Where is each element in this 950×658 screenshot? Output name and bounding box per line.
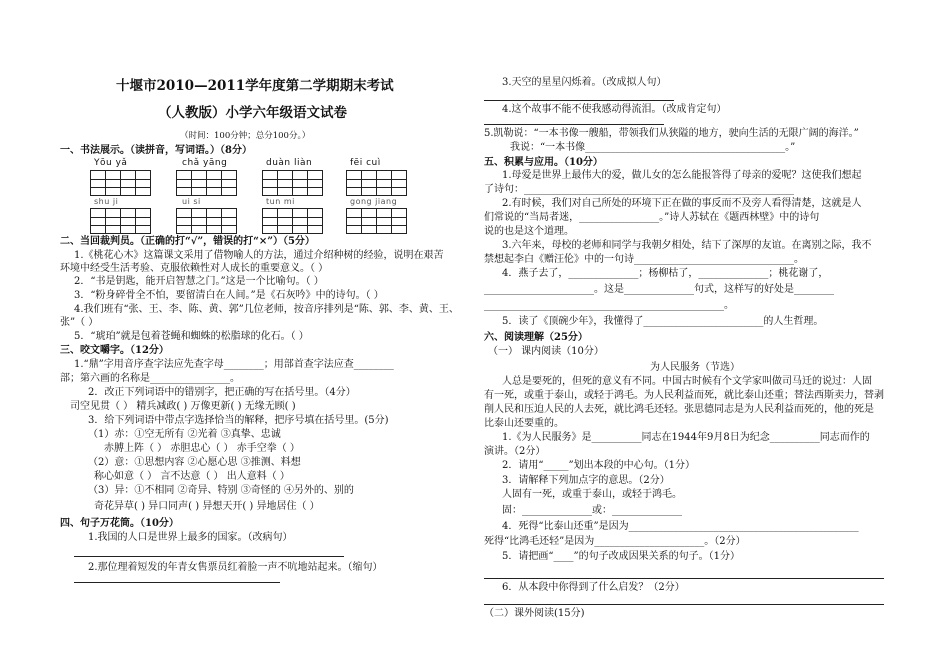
s4-line-5: 5.凯勒说：“一本书像一艘船，带领我们从狭隘的地方，驶向生活的无限广阔的海洋。” (484, 128, 859, 139)
s4-line-3: 3.天空的星星闪烁着。（改成拟人句） (502, 77, 667, 88)
section-5-heading: 五、积累与应用。（10分） (484, 157, 603, 168)
s5-line-1: 1.母爱是世界上最伟大的爱，做儿女的怎么能报答得了母亲的爱呢？这使我们想起 (502, 170, 862, 181)
writing-box-6[interactable] (176, 208, 236, 234)
s2-line-2: 环境中经受生活考验、克服依赖性对人成长的重要意义。（ ） (60, 263, 329, 274)
answer-line[interactable] (484, 124, 664, 125)
s2-line-3: 2．“书是钥匙，能开启智慧之门。”这是一个比喻句。（ ） (74, 276, 324, 287)
passage-line-1: 人总是要死的，但死的意义有不同。中国古时候有个文学家叫做司马迁的说过：人固 (502, 376, 872, 387)
s3-line-7: 赤膊上阵（ ） 赤胆忠心（ ） 赤手空拳（ ） (104, 443, 300, 454)
s5-line-5: 说的也是这个道理。 (484, 226, 574, 237)
question-3: 3．请解释下列加点字的意思。（2分） (502, 475, 670, 486)
s2-line-1: 1.《桃花心木》这篇课文采用了借物喻人的方法，通过介绍种树的经验，说明在艰苦 (74, 250, 444, 261)
passage-line-3: 削人民和压迫人民的人去死，就比鸿毛还轻。张思德同志是为人民利益而死的，他的死是 (484, 404, 874, 415)
pinyin-5: shu ji (94, 197, 119, 206)
question-4b: 死得“比鸿毛还轻”是因为______________________。（2分） (484, 536, 746, 547)
pinyin-1: Yōu yǎ (94, 158, 128, 168)
passage-title: 为人民服务（节选） (650, 362, 740, 373)
s3-line-4: 司空见贯（ ） 精兵减政( ) 万像更新( ) 无缘无顾( ) (70, 401, 296, 412)
section-3-heading: 三、咬文嚼字。（12分） (60, 345, 169, 356)
s2-line-7: 5．“琥珀”就是包着苍蝇和蜘蛛的松脂球的化石。（ ） (74, 331, 309, 342)
s3-line-10: （3）异：①不相同 ②奇异、特别 ③奇怪的 ④另外的、别的 (88, 485, 354, 496)
s5-line-4: 们常说的“当局者迷，________________。”诗人苏轼在《题西林壁》中的诗句 (484, 212, 820, 223)
s4-line-6: 我说：“一本书像________________________________________。” (510, 142, 796, 153)
writing-box-3[interactable] (262, 170, 322, 196)
section-1-heading: 一、书法展示。（读拼音，写词语。）（8分） (60, 145, 252, 156)
s5-line-11: 5．读了《顶碗少年》，我懂得了________________________的人生哲理。 (502, 316, 824, 327)
writing-box-4[interactable] (346, 170, 406, 196)
answer-line[interactable] (74, 582, 280, 583)
s4-line-4: 4.这个故事不能不使我感动得流泪。（改成肯定句） (502, 104, 727, 115)
s3-line-8: （2）意：①思想内容 ②心愿心思 ③推测、料想 (88, 457, 301, 468)
s4-line-1: 1.我国的人口是世界上最多的国家。（改病句） (88, 532, 293, 543)
exam-subtitle: （人教版）小学六年级语文试卷 (158, 105, 347, 121)
s3-line-9: 称心如意（ ） 言不达意（ ） 出人意料（ ） (94, 471, 290, 482)
writing-box-8[interactable] (346, 208, 406, 234)
passage-line-4: 比泰山还要重的。 (484, 418, 564, 429)
s3-line-5: 3．给下列词语中带点字选择恰当的解释，把序号填在括号里。(5分) (88, 415, 389, 426)
s3-line-6: （1）赤：①空无所有 ②光着 ③真挚、忠诚 (88, 429, 281, 440)
pinyin-8: gong jiang (350, 197, 398, 206)
writing-box-5[interactable] (90, 208, 150, 234)
section-4-heading: 四、句子万花筒。（10分） (60, 518, 179, 529)
s2-line-5: 4.我们班有“张、王、李、陈、黄、郭”几位老师，按音序排列是“陈、郭、李、黄、王、 (74, 304, 459, 315)
answer-line[interactable] (484, 604, 884, 605)
question-2: 2．请用“_____”划出本段的中心句。（1分） (502, 460, 695, 471)
in-class-reading-heading: （一） 课内阅读（10分） (488, 346, 604, 357)
s5-line-3: 2.有时候，我们对自己所处的环境下正在做的事反而不及旁人看得清楚，这就是人 (502, 198, 862, 209)
s5-line-10: ________________________________________________。 (484, 300, 734, 311)
question-6: 6．从本段中你得到了什么启发？（2分） (502, 582, 685, 593)
exam-title: 十堰市2010—2011学年度第二学期期末考试 (116, 78, 394, 94)
question-5: 5．请把画“____”的句子改成因果关系的句子。（1分） (502, 551, 740, 562)
answer-line[interactable] (74, 556, 344, 557)
writing-box-1[interactable] (90, 170, 150, 196)
writing-box-2[interactable] (176, 170, 236, 196)
answer-line[interactable] (484, 100, 674, 101)
pinyin-7: tun mi (266, 197, 295, 206)
s3-line-2: 部；第六画的名称是________________。 (60, 373, 240, 384)
pinyin-6: ui si (182, 197, 201, 206)
question-4a: 4．死得“比泰山还重”是因为______________________________________________ (502, 521, 859, 532)
s3-line-3: 2．改正下列词语中的错别字，把正确的写在括号里。（4分） (88, 387, 356, 398)
s5-line-8: 4．燕子去了，______________；杨柳枯了，______________；桃花谢了， (502, 268, 829, 279)
question-1a: 1.《为人民服务》是__________同志在1944年9月8日为纪念__________同志而作的 (502, 432, 870, 443)
writing-box-7[interactable] (262, 208, 322, 234)
passage-line-2: 有一死，或重于泰山，或轻于鸿毛。为人民利益而死，就比泰山还重；替法西斯卖力，替剥 (484, 390, 884, 401)
question-3-sentence: 人固有一死，或重于泰山，或轻于鸿毛。 (502, 489, 682, 500)
s5-line-2: 了诗句：______________________________________________________ (484, 184, 794, 195)
s4-line-2: 2.那位理着短发的年青女售票员红着脸一声不吭地站起来。（缩句） (88, 562, 383, 573)
question-1b: 演讲。（2分） (484, 446, 546, 457)
question-3-answers: 固：______________或：______________ (502, 505, 682, 516)
s5-line-6: 3.六年来，母校的老师和同学与我朝夕相处，结下了深厚的友谊。在离别之际，我不 (502, 240, 872, 251)
s2-line-6: 张”（ ） (60, 317, 99, 328)
s5-line-9: ______________________。这是______________句式，这样写的好处是________ (484, 284, 834, 295)
s3-line-1: 1.“鼎”字用音序查字法应先查字母________；用部首查字法应查________ (74, 359, 394, 370)
s5-line-7: 禁想起李白《赠汪伦》中的一句诗________________________________。 (484, 254, 804, 265)
pinyin-4: fēi cuì (350, 158, 381, 168)
pinyin-3: duàn liàn (266, 158, 313, 168)
s2-line-4: 3．“粉身碎骨全不怕，要留清白在人间。”是《石灰吟》中的诗句。（ ） (74, 290, 384, 301)
section-2-heading: 二、当回裁判员。（正确的打“√”，错误的打“×”）（5分） (60, 236, 315, 247)
s3-line-11: 奇花异草( ) 异口同声( ) 异想天开( ) 异地居住（ ） (94, 501, 320, 512)
section-6-heading: 六、阅读理解（25分） (484, 332, 588, 343)
extra-reading-heading: （二）课外阅读(15分) (484, 608, 585, 619)
answer-line[interactable] (484, 578, 884, 579)
pinyin-2: chǎ yāng (182, 158, 228, 168)
time-note: （时间：100分钟；总分100分。） (180, 131, 311, 141)
